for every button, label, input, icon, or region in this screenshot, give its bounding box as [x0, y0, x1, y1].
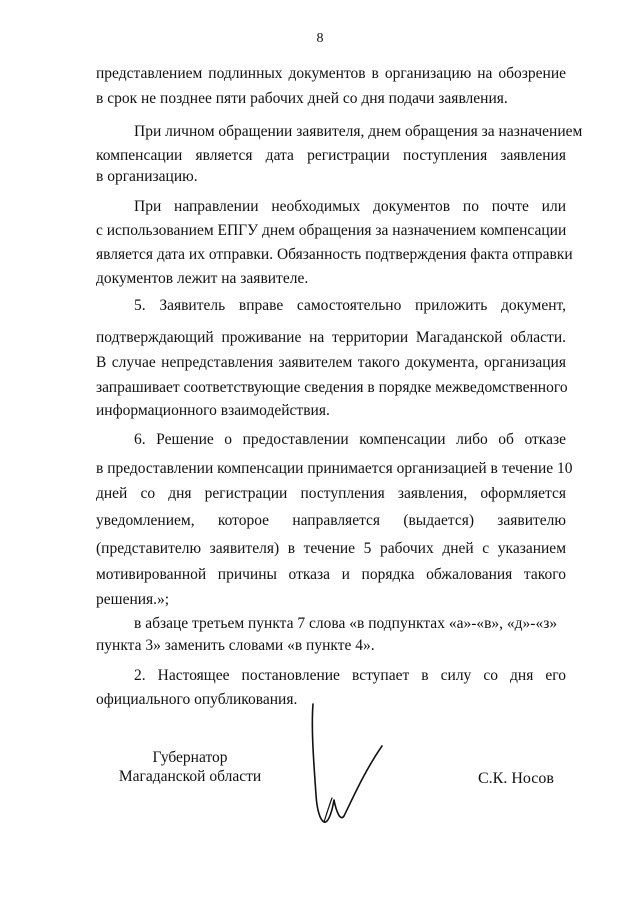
- text-line: официального опубликования.: [96, 691, 298, 708]
- text-line: В случае непредставления заявителем такого документа, организация: [96, 354, 566, 371]
- text-line: в организацию.: [96, 168, 198, 185]
- text-line: в предоставлении компенсации принимается организацией в течение 10: [96, 460, 573, 477]
- text-line: запрашивает соответствующие сведения в порядке межведомственного: [96, 379, 568, 396]
- text-line: компенсации является дата регистрации поступления заявления: [96, 147, 566, 164]
- text-line: подтверждающий проживание на территории Магаданской области.: [96, 329, 566, 346]
- text-line: в срок не позднее пяти рабочих дней со дня подачи заявления.: [96, 90, 508, 107]
- text-line: представлением подлинных документов в организацию на обозрение: [96, 65, 566, 82]
- handwritten-signature: [296, 700, 386, 830]
- signatory-position: Губернатор: [152, 749, 228, 766]
- signatory-name: С.К. Носов: [478, 770, 554, 787]
- text-line: 6. Решение о предоставлении компенсации либо об отказе: [134, 431, 566, 448]
- text-line: дней со дня регистрации поступления заявления, оформляется: [96, 485, 566, 502]
- text-line: уведомлением, которое направляется (выдается) заявителю: [96, 512, 566, 529]
- text-line: При направлении необходимых документов по почте или: [134, 198, 566, 215]
- text-line: 5. Заявитель вправе самостоятельно приложить документ,: [134, 297, 566, 314]
- page-number: 8: [316, 31, 324, 46]
- signatory-region: Магаданской области: [118, 768, 262, 785]
- text-line: (представителю заявителя) в течение 5 рабочих дней с указанием: [96, 540, 566, 557]
- text-line: является дата их отправки. Обязанность подтверждения факта отправки: [96, 246, 573, 263]
- text-line: 2. Настоящее постановление вступает в силу со дня его: [134, 667, 566, 684]
- text-line: пункта 3» заменить словами «в пункте 4».: [96, 637, 375, 654]
- text-line: в абзаце третьем пункта 7 слова «в подпунктах «а»-«в», «д»-«з»: [134, 615, 558, 632]
- text-line: мотивированной причины отказа и порядка обжалования такого: [96, 566, 566, 583]
- text-line: информационного взаимодействия.: [96, 402, 330, 419]
- text-line: документов лежит на заявителе.: [96, 270, 309, 287]
- text-line: При личном обращении заявителя, днем обращения за назначением: [134, 123, 583, 140]
- text-line: решения.»;: [96, 591, 170, 608]
- text-line: с использованием ЕПГУ днем обращения за назначением компенсации: [96, 222, 567, 239]
